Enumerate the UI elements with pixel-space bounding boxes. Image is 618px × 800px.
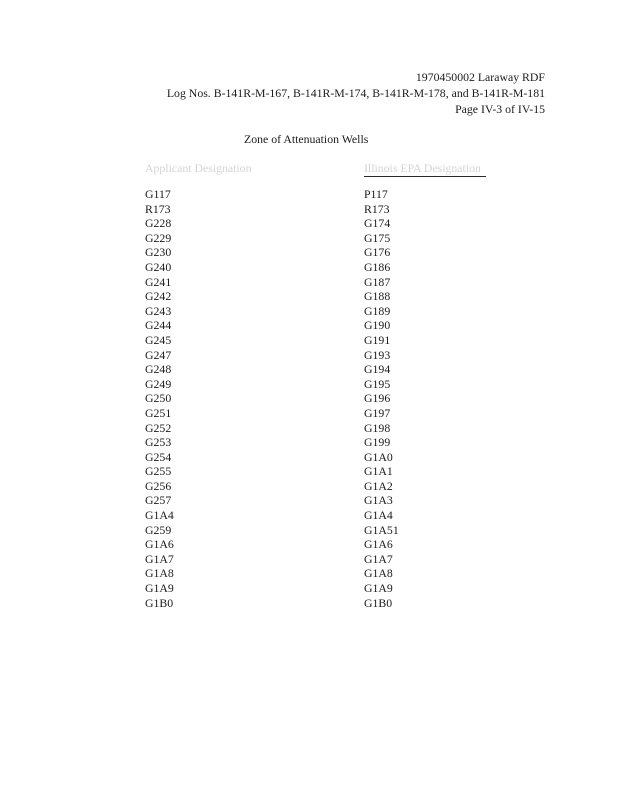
header-log-numbers: Log Nos. B-141R-M-167, B-141R-M-174, B-141R-M-178, and B-141R-M-181 <box>166 86 545 100</box>
applicant-well-id: G255 <box>145 464 172 479</box>
applicant-designation-list <box>145 187 174 610</box>
applicant-well-id: G117 <box>145 187 171 201</box>
epa-well-id: G195 <box>364 376 391 391</box>
applicant-well-id: G229 <box>145 230 172 245</box>
epa-well-id: G188 <box>364 289 391 304</box>
applicant-well-id: G1A4 <box>145 508 174 523</box>
epa-well-id: G1B0 <box>364 595 393 610</box>
epa-well-id: G187 <box>364 274 391 289</box>
epa-well-id: G1A8 <box>364 566 393 581</box>
epa-well-id: G1A9 <box>364 581 393 596</box>
applicant-well-id: G228 <box>145 216 172 231</box>
applicant-well-id: G252 <box>145 420 172 435</box>
applicant-well-id: G241 <box>145 274 172 289</box>
epa-well-id: G1A7 <box>364 551 393 566</box>
header-page-number: Page IV-3 of IV-15 <box>455 102 545 116</box>
applicant-well-id: G230 <box>145 245 172 260</box>
epa-well-id: G1A4 <box>364 508 393 523</box>
epa-well-id: G1A1 <box>364 464 393 479</box>
epa-well-id: G196 <box>364 391 391 406</box>
applicant-well-id: G259 <box>145 522 172 537</box>
header-id-line: 1970450002 Laraway RDF <box>415 70 545 84</box>
epa-well-id: G176 <box>364 245 391 260</box>
epa-well-id: P117 <box>364 187 388 201</box>
applicant-well-id: G257 <box>145 493 172 508</box>
epa-well-id: G194 <box>364 362 391 377</box>
applicant-well-id: G1A9 <box>145 581 174 596</box>
applicant-well-id: G256 <box>145 478 172 493</box>
applicant-well-id: R173 <box>145 201 171 216</box>
applicant-well-id: G242 <box>145 289 172 304</box>
epa-well-id: G186 <box>364 259 391 274</box>
document-header <box>167 69 545 117</box>
epa-well-id: G190 <box>364 318 391 333</box>
epa-well-id: G175 <box>364 230 391 245</box>
applicant-well-id: G1B0 <box>145 595 174 610</box>
epa-well-id: G1A51 <box>364 522 399 537</box>
applicant-well-id: G247 <box>145 347 172 362</box>
applicant-designation-header: Applicant Designation <box>145 161 252 175</box>
epa-well-id: G199 <box>364 435 391 450</box>
epa-well-id: G1A6 <box>364 537 393 552</box>
epa-designation-list <box>364 187 399 610</box>
epa-well-id: G174 <box>364 216 391 231</box>
epa-well-id: G1A2 <box>364 478 393 493</box>
epa-well-id: G191 <box>364 332 391 347</box>
applicant-well-id: G248 <box>145 362 172 377</box>
epa-well-id: G1A0 <box>364 449 393 464</box>
section-title: Zone of Attenuation Wells <box>244 132 369 146</box>
applicant-well-id: G244 <box>145 318 172 333</box>
epa-well-id: G1A3 <box>364 493 393 508</box>
applicant-well-id: G1A7 <box>145 551 174 566</box>
applicant-well-id: G245 <box>145 332 172 347</box>
applicant-well-id: G253 <box>145 435 172 450</box>
applicant-well-id: G1A6 <box>145 537 174 552</box>
epa-well-id: R173 <box>364 201 390 216</box>
applicant-well-id: G251 <box>145 405 172 420</box>
applicant-well-id: G250 <box>145 391 172 406</box>
applicant-well-id: G249 <box>145 376 172 391</box>
epa-well-id: G193 <box>364 347 391 362</box>
epa-well-id: G198 <box>364 420 391 435</box>
epa-well-id: G197 <box>364 405 391 420</box>
applicant-well-id: G240 <box>145 259 172 274</box>
applicant-well-id: G254 <box>145 449 172 464</box>
applicant-well-id: G1A8 <box>145 566 174 581</box>
epa-well-id: G189 <box>364 303 391 318</box>
applicant-well-id: G243 <box>145 303 172 318</box>
epa-designation-header: Illinois EPA Designation <box>364 161 486 177</box>
